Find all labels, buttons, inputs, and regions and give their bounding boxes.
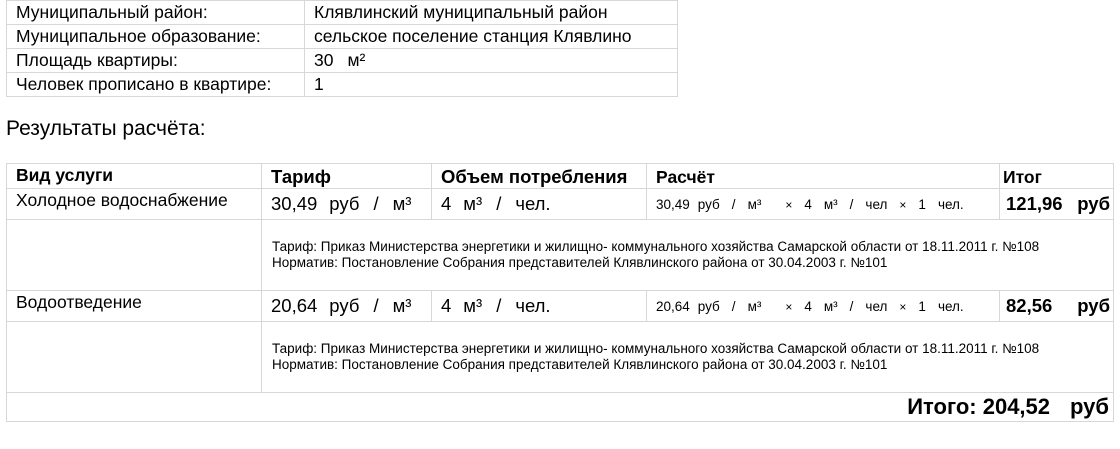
tariff-unit: м³ (392, 295, 412, 316)
grand-total-row (7, 393, 1114, 422)
tariff-cell (262, 189, 432, 220)
info-row-area (7, 49, 678, 73)
note-norm: Норматив: Постановление Собрания представителей Клявлинского района от 30.04.2003 г. №101 (272, 255, 888, 270)
volume-unit: м³ (463, 193, 483, 214)
service-row (7, 291, 1114, 322)
calc-cell (647, 291, 1000, 322)
service-note (262, 220, 1114, 291)
header-total: Итог (1000, 164, 1114, 189)
info-label: Площадь квартиры: (7, 49, 305, 73)
calc-multiply: × (785, 299, 793, 314)
tariff-unit: руб (329, 193, 360, 214)
calc-unit: чел. (937, 298, 964, 314)
note-tariff: Тариф: Приказ Министерства энергетики и жилищно- коммунального хозяйства Самарской области от 18.11.2011 г. №108 (272, 239, 1040, 254)
calc-unit: м³ (747, 298, 762, 314)
results-header-row (7, 164, 1114, 189)
note-tariff: Тариф: Приказ Министерства энергетики и жилищно- коммунального хозяйства Самарской области от 18.11.2011 г. №108 (272, 341, 1040, 356)
results-title: Результаты расчёта: (6, 117, 206, 140)
tariff-value: 20,64 (271, 295, 318, 316)
calc-cell (647, 189, 1000, 220)
info-label: Муниципальный район: (7, 1, 305, 25)
info-row-residents (7, 73, 678, 97)
info-label: Человек прописано в квартире: (7, 73, 305, 97)
volume-value: 4 (441, 295, 452, 316)
info-value-cell (305, 49, 678, 73)
address-info-table (6, 0, 678, 97)
tariff-slash: / (373, 193, 379, 214)
calc-multiply: × (785, 197, 793, 212)
total-cell (1000, 189, 1114, 220)
info-row-district (7, 1, 678, 25)
total-value: 121,96 (1006, 193, 1063, 214)
service-note-row (7, 220, 1114, 291)
total-cell (1000, 291, 1114, 322)
calc-multiply: × (899, 299, 907, 314)
calc-unit: чел (865, 196, 888, 212)
calc-unit: м³ (823, 298, 838, 314)
service-row (7, 189, 1114, 220)
calc-residents: 1 (918, 298, 926, 314)
calc-residents: 1 (918, 196, 926, 212)
calc-slash: / (731, 298, 736, 314)
volume-cell (432, 189, 647, 220)
volume-unit: м³ (463, 295, 483, 316)
grand-total-value: 204,52 (982, 394, 1051, 419)
total-value: 82,56 (1006, 295, 1053, 316)
calc-multiply: × (899, 197, 907, 212)
results-table (6, 163, 1114, 422)
grand-total-label: Итого: (907, 394, 977, 419)
info-label: Муниципальное образование: (7, 25, 305, 49)
tariff-unit: м³ (392, 193, 412, 214)
total-unit: руб (1077, 295, 1110, 316)
header-service: Вид услуги (7, 164, 262, 189)
note-spacer (7, 220, 262, 291)
service-name: Холодное водоснабжение (7, 189, 262, 220)
calc-volume: 4 (804, 298, 812, 314)
calc-unit: м³ (823, 196, 838, 212)
calc-unit: м³ (747, 196, 762, 212)
tariff-unit: руб (329, 295, 360, 316)
calc-unit: руб (697, 196, 720, 212)
note-spacer (7, 322, 262, 393)
calc-volume: 4 (804, 196, 812, 212)
tariff-slash: / (373, 295, 379, 316)
area-unit: м² (347, 50, 366, 70)
info-value: Клявлинский муниципальный район (305, 1, 678, 25)
service-note-row (7, 322, 1114, 393)
calc-unit: чел (865, 298, 888, 314)
calc-tariff: 20,64 (656, 298, 690, 314)
tariff-value: 30,49 (271, 193, 318, 214)
header-tariff: Тариф (262, 164, 432, 189)
note-norm: Норматив: Постановление Собрания представителей Клявлинского района от 30.04.2003 г. №101 (272, 357, 888, 372)
calc-slash: / (849, 196, 854, 212)
total-unit: руб (1077, 193, 1110, 214)
volume-unit: чел. (515, 193, 551, 214)
calc-tariff: 30,49 (656, 196, 690, 212)
volume-cell (432, 291, 647, 322)
calc-slash: / (849, 298, 854, 314)
calc-unit: руб (697, 298, 720, 314)
header-calc: Расчёт (647, 164, 1000, 189)
grand-total-unit: руб (1070, 394, 1109, 419)
volume-slash: / (496, 295, 502, 316)
info-value: 1 (305, 73, 678, 97)
tariff-cell (262, 291, 432, 322)
info-value: сельское поселение станция Клявлино (305, 25, 678, 49)
calc-unit: чел. (937, 196, 964, 212)
info-row-municipality (7, 25, 678, 49)
header-volume: Объем потребления (432, 164, 647, 189)
service-note (262, 322, 1114, 393)
volume-slash: / (496, 193, 502, 214)
calc-slash: / (731, 196, 736, 212)
service-name: Водоотведение (7, 291, 262, 322)
volume-unit: чел. (515, 295, 551, 316)
grand-total (7, 393, 1114, 422)
area-value: 30 (314, 50, 334, 70)
volume-value: 4 (441, 193, 452, 214)
